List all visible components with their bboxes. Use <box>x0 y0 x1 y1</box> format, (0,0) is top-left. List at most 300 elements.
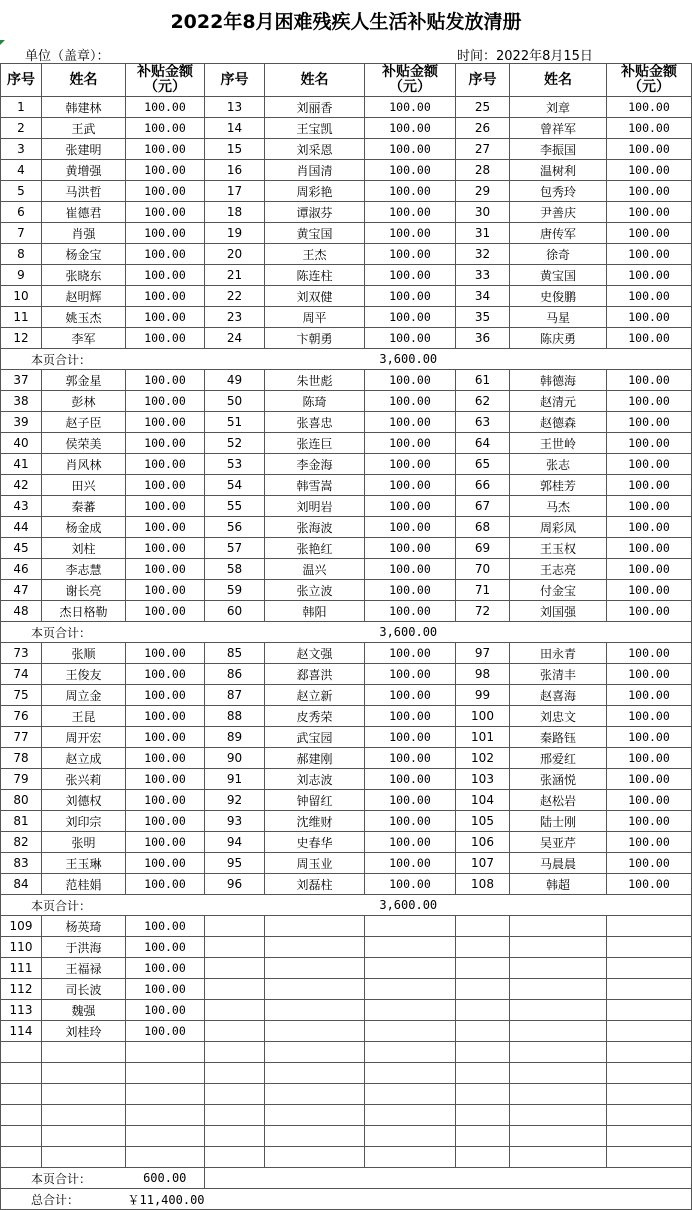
seq-cell: 26 <box>456 118 510 139</box>
seq-cell: 61 <box>456 370 510 391</box>
amount-cell: 100.00 <box>126 727 205 748</box>
empty-cell <box>456 1084 510 1105</box>
empty-cell <box>265 1063 365 1084</box>
table-row <box>1 1147 692 1168</box>
header-seq: 序号 <box>456 64 510 97</box>
seq-cell: 34 <box>456 286 510 307</box>
seq-cell: 6 <box>1 202 42 223</box>
amount-cell: 100.00 <box>365 538 456 559</box>
table-row <box>1 202 692 223</box>
empty-cell <box>1 1042 42 1063</box>
name-cell: 赵清元 <box>510 391 607 412</box>
table-row <box>1 1021 692 1042</box>
name-cell: 谢长亮 <box>42 580 126 601</box>
seq-cell: 1 <box>1 97 42 118</box>
empty-cell <box>607 1084 692 1105</box>
name-cell: 张明 <box>42 832 126 853</box>
header-amount-line2: （元） <box>628 79 670 95</box>
name-cell: 王福禄 <box>42 958 126 979</box>
empty-cell <box>265 1021 365 1042</box>
name-cell: 于洪海 <box>42 937 126 958</box>
empty-cell <box>510 1105 607 1126</box>
amount-cell: 100.00 <box>607 538 692 559</box>
empty-cell <box>42 1084 126 1105</box>
empty-cell <box>365 1063 456 1084</box>
empty-cell <box>205 979 265 1000</box>
amount-cell: 100.00 <box>607 706 692 727</box>
seq-cell: 54 <box>205 475 265 496</box>
table-row <box>1 370 692 391</box>
empty-cell <box>126 1063 205 1084</box>
empty-cell <box>607 1021 692 1042</box>
empty-cell <box>607 1105 692 1126</box>
seq-cell: 47 <box>1 580 42 601</box>
name-cell: 周彩凤 <box>510 517 607 538</box>
amount-cell: 100.00 <box>126 286 205 307</box>
amount-cell: 100.00 <box>126 685 205 706</box>
table-row <box>1 286 692 307</box>
name-cell: 包秀玲 <box>510 181 607 202</box>
name-cell: 张立波 <box>265 580 365 601</box>
name-cell: 赵喜海 <box>510 685 607 706</box>
seq-cell: 39 <box>1 412 42 433</box>
amount-cell: 100.00 <box>126 559 205 580</box>
seq-cell: 35 <box>456 307 510 328</box>
name-cell: 韩雪嵩 <box>265 475 365 496</box>
seq-cell: 69 <box>456 538 510 559</box>
name-cell: 陆士刚 <box>510 811 607 832</box>
amount-cell: 100.00 <box>607 265 692 286</box>
seq-cell: 112 <box>1 979 42 1000</box>
name-cell: 田永青 <box>510 643 607 664</box>
name-cell: 司长波 <box>42 979 126 1000</box>
amount-cell: 100.00 <box>607 202 692 223</box>
amount-cell: 100.00 <box>607 874 692 895</box>
amount-cell: 100.00 <box>607 433 692 454</box>
seq-cell: 106 <box>456 832 510 853</box>
name-cell: 张建明 <box>42 139 126 160</box>
amount-cell: 100.00 <box>607 454 692 475</box>
empty-cell <box>265 1042 365 1063</box>
name-cell: 侯荣美 <box>42 433 126 454</box>
seq-cell: 2 <box>1 118 42 139</box>
empty-cell <box>365 1042 456 1063</box>
empty-cell <box>456 916 510 937</box>
seq-cell: 7 <box>1 223 42 244</box>
amount-cell: 100.00 <box>607 139 692 160</box>
table-row <box>1 1084 692 1105</box>
amount-cell: 100.00 <box>365 643 456 664</box>
table-row <box>1 685 692 706</box>
header-amount-line2: （元） <box>144 79 186 95</box>
table-row <box>1 538 692 559</box>
name-cell: 唐传军 <box>510 223 607 244</box>
empty-cell <box>365 916 456 937</box>
name-cell: 张艳红 <box>265 538 365 559</box>
page-total-value: 3,600.00 <box>126 895 692 916</box>
seq-cell: 82 <box>1 832 42 853</box>
seq-cell: 73 <box>1 643 42 664</box>
table-row <box>1 874 692 895</box>
empty-cell <box>265 1084 365 1105</box>
amount-cell: 100.00 <box>126 538 205 559</box>
seq-cell: 22 <box>205 286 265 307</box>
seq-cell: 78 <box>1 748 42 769</box>
date-label: 时间：2022年8月15日 <box>457 49 593 64</box>
seq-cell: 3 <box>1 139 42 160</box>
empty-cell <box>456 1042 510 1063</box>
page-total-value: 3,600.00 <box>126 349 692 370</box>
amount-cell: 100.00 <box>365 223 456 244</box>
amount-cell: 100.00 <box>126 580 205 601</box>
amount-cell: 100.00 <box>126 853 205 874</box>
empty-cell <box>510 1021 607 1042</box>
name-cell: 温树利 <box>510 160 607 181</box>
amount-cell: 100.00 <box>126 1000 205 1021</box>
empty-cell <box>456 1105 510 1126</box>
amount-cell: 100.00 <box>365 874 456 895</box>
amount-cell: 100.00 <box>607 370 692 391</box>
amount-cell: 100.00 <box>126 832 205 853</box>
amount-cell: 100.00 <box>126 916 205 937</box>
name-cell: 黄增强 <box>42 160 126 181</box>
amount-cell: 100.00 <box>126 118 205 139</box>
seq-cell: 114 <box>1 1021 42 1042</box>
table-row <box>1 580 692 601</box>
roster-body <box>1 64 692 1210</box>
amount-cell: 100.00 <box>607 181 692 202</box>
table-row <box>1 139 692 160</box>
empty-cell <box>510 1063 607 1084</box>
seq-cell: 24 <box>205 328 265 349</box>
name-cell: 张顺 <box>42 643 126 664</box>
empty-cell <box>205 1042 265 1063</box>
empty-cell <box>365 1147 456 1168</box>
name-cell: 刘忠文 <box>510 706 607 727</box>
empty-cell <box>510 958 607 979</box>
seq-cell: 30 <box>456 202 510 223</box>
name-cell: 张连巨 <box>265 433 365 454</box>
seq-cell: 109 <box>1 916 42 937</box>
name-cell: 周开宏 <box>42 727 126 748</box>
seq-cell: 52 <box>205 433 265 454</box>
page-total-value: 3,600.00 <box>126 622 692 643</box>
grand-total-row <box>1 1189 692 1210</box>
seq-cell: 60 <box>205 601 265 622</box>
grand-total-value: ￥11,400.00 <box>126 1189 692 1210</box>
empty-cell <box>456 958 510 979</box>
amount-cell: 100.00 <box>126 475 205 496</box>
empty-cell <box>365 1126 456 1147</box>
empty-cell <box>42 1042 126 1063</box>
seq-cell: 64 <box>456 433 510 454</box>
name-cell: 杨英琦 <box>42 916 126 937</box>
amount-cell: 100.00 <box>126 496 205 517</box>
name-cell: 陈琦 <box>265 391 365 412</box>
amount-cell: 100.00 <box>365 454 456 475</box>
amount-cell: 100.00 <box>365 307 456 328</box>
name-cell: 张清丰 <box>510 664 607 685</box>
name-cell: 王杰 <box>265 244 365 265</box>
empty-cell <box>365 958 456 979</box>
amount-cell: 100.00 <box>607 811 692 832</box>
seq-cell: 66 <box>456 475 510 496</box>
table-row <box>1 706 692 727</box>
amount-cell: 100.00 <box>126 517 205 538</box>
empty-cell <box>126 1147 205 1168</box>
seq-cell: 17 <box>205 181 265 202</box>
seq-cell: 58 <box>205 559 265 580</box>
table-row <box>1 181 692 202</box>
name-cell: 郝建刚 <box>265 748 365 769</box>
empty-cell <box>456 1000 510 1021</box>
empty-cell <box>126 1126 205 1147</box>
amount-cell: 100.00 <box>365 853 456 874</box>
amount-cell: 100.00 <box>365 664 456 685</box>
name-cell: 张晓东 <box>42 265 126 286</box>
amount-cell: 100.00 <box>607 664 692 685</box>
amount-cell: 100.00 <box>126 979 205 1000</box>
name-cell: 杰日格勒 <box>42 601 126 622</box>
name-cell: 黄宝国 <box>510 265 607 286</box>
seq-cell: 20 <box>205 244 265 265</box>
seq-cell: 99 <box>456 685 510 706</box>
amount-cell: 100.00 <box>365 118 456 139</box>
name-cell: 王世岭 <box>510 433 607 454</box>
amount-cell: 100.00 <box>126 937 205 958</box>
empty-cell <box>205 1021 265 1042</box>
amount-cell: 100.00 <box>607 643 692 664</box>
empty-cell <box>365 1084 456 1105</box>
amount-cell: 100.00 <box>126 769 205 790</box>
amount-cell: 100.00 <box>365 601 456 622</box>
page-total-label: 本页合计： <box>1 622 126 643</box>
empty-cell <box>1 1105 42 1126</box>
empty-cell <box>205 1105 265 1126</box>
name-cell: 徐奇 <box>510 244 607 265</box>
name-cell: 邢爱红 <box>510 748 607 769</box>
amount-cell: 100.00 <box>365 370 456 391</box>
amount-cell: 100.00 <box>607 685 692 706</box>
name-cell: 王俊友 <box>42 664 126 685</box>
seq-cell: 18 <box>205 202 265 223</box>
empty-cell <box>607 1063 692 1084</box>
amount-cell: 100.00 <box>365 139 456 160</box>
amount-cell: 100.00 <box>365 769 456 790</box>
name-cell: 周玉业 <box>265 853 365 874</box>
table-row <box>1 832 692 853</box>
empty-cell <box>365 979 456 1000</box>
seq-cell: 96 <box>205 874 265 895</box>
seq-cell: 92 <box>205 790 265 811</box>
table-row <box>1 811 692 832</box>
empty-cell <box>42 1126 126 1147</box>
seq-cell: 45 <box>1 538 42 559</box>
name-cell: 赵德森 <box>510 412 607 433</box>
name-cell: 朱世彪 <box>265 370 365 391</box>
name-cell: 张涵悦 <box>510 769 607 790</box>
name-cell: 肖国清 <box>265 160 365 181</box>
seq-cell: 100 <box>456 706 510 727</box>
table-row <box>1 223 692 244</box>
seq-cell: 87 <box>205 685 265 706</box>
seq-cell: 43 <box>1 496 42 517</box>
amount-cell: 100.00 <box>607 769 692 790</box>
amount-cell: 100.00 <box>607 328 692 349</box>
name-cell: 尹善庆 <box>510 202 607 223</box>
subsidy-roster-table <box>0 63 692 1210</box>
seq-cell: 93 <box>205 811 265 832</box>
empty-cell <box>365 1000 456 1021</box>
amount-cell: 100.00 <box>126 202 205 223</box>
seq-cell: 27 <box>456 139 510 160</box>
amount-cell: 100.00 <box>365 475 456 496</box>
name-cell: 刘双健 <box>265 286 365 307</box>
empty-cell <box>607 1042 692 1063</box>
seq-cell: 10 <box>1 286 42 307</box>
seq-cell: 36 <box>456 328 510 349</box>
table-row <box>1 454 692 475</box>
empty-cell <box>205 958 265 979</box>
seq-cell: 80 <box>1 790 42 811</box>
name-cell: 张喜忠 <box>265 412 365 433</box>
empty-cell <box>510 979 607 1000</box>
seq-cell: 110 <box>1 937 42 958</box>
name-cell: 刘磊柱 <box>265 874 365 895</box>
name-cell: 赵松岩 <box>510 790 607 811</box>
header-seq: 序号 <box>205 64 265 97</box>
name-cell: 韩建林 <box>42 97 126 118</box>
seq-cell: 84 <box>1 874 42 895</box>
empty-cell <box>205 1126 265 1147</box>
empty-cell <box>265 916 365 937</box>
table-row <box>1 160 692 181</box>
seq-cell: 49 <box>205 370 265 391</box>
amount-cell: 100.00 <box>365 832 456 853</box>
seq-cell: 44 <box>1 517 42 538</box>
amount-cell: 100.00 <box>126 643 205 664</box>
seq-cell: 56 <box>205 517 265 538</box>
amount-cell: 100.00 <box>365 244 456 265</box>
amount-cell: 100.00 <box>607 223 692 244</box>
amount-cell: 100.00 <box>365 517 456 538</box>
seq-cell: 12 <box>1 328 42 349</box>
name-cell: 彭林 <box>42 391 126 412</box>
name-cell: 李金海 <box>265 454 365 475</box>
seq-cell: 97 <box>456 643 510 664</box>
name-cell: 刘柱 <box>42 538 126 559</box>
page-total-row <box>1 895 692 916</box>
seq-cell: 59 <box>205 580 265 601</box>
name-cell: 韩超 <box>510 874 607 895</box>
header-name: 姓名 <box>42 64 126 97</box>
empty-cell <box>42 1105 126 1126</box>
amount-cell: 100.00 <box>126 244 205 265</box>
name-cell: 秦路钰 <box>510 727 607 748</box>
name-cell: 魏强 <box>42 1000 126 1021</box>
name-cell: 张兴莉 <box>42 769 126 790</box>
amount-cell: 100.00 <box>126 601 205 622</box>
amount-cell: 100.00 <box>607 601 692 622</box>
name-cell: 郭金星 <box>42 370 126 391</box>
empty-cell <box>265 937 365 958</box>
table-row <box>1 433 692 454</box>
name-cell: 马洪哲 <box>42 181 126 202</box>
amount-cell: 100.00 <box>365 559 456 580</box>
seq-cell: 70 <box>456 559 510 580</box>
amount-cell: 100.00 <box>126 790 205 811</box>
header-seq: 序号 <box>1 64 42 97</box>
seq-cell: 13 <box>205 97 265 118</box>
table-row <box>1 118 692 139</box>
name-cell: 刘丽香 <box>265 97 365 118</box>
seq-cell: 89 <box>205 727 265 748</box>
name-cell: 温兴 <box>265 559 365 580</box>
seq-cell: 9 <box>1 265 42 286</box>
name-cell: 付金宝 <box>510 580 607 601</box>
seq-cell: 4 <box>1 160 42 181</box>
empty-cell <box>205 937 265 958</box>
seq-cell: 15 <box>205 139 265 160</box>
name-cell: 皮秀荣 <box>265 706 365 727</box>
amount-cell: 100.00 <box>126 139 205 160</box>
seq-cell: 91 <box>205 769 265 790</box>
seq-cell: 16 <box>205 160 265 181</box>
name-cell: 张海波 <box>265 517 365 538</box>
empty-cell <box>607 1147 692 1168</box>
name-cell: 马晨晨 <box>510 853 607 874</box>
seq-cell: 83 <box>1 853 42 874</box>
amount-cell: 100.00 <box>607 475 692 496</box>
seq-cell: 75 <box>1 685 42 706</box>
table-row <box>1 790 692 811</box>
seq-cell: 55 <box>205 496 265 517</box>
amount-cell: 100.00 <box>126 874 205 895</box>
seq-cell: 90 <box>205 748 265 769</box>
table-row <box>1 307 692 328</box>
name-cell: 郭桂芳 <box>510 475 607 496</box>
empty-cell <box>1 1063 42 1084</box>
seq-cell: 33 <box>456 265 510 286</box>
seq-cell: 76 <box>1 706 42 727</box>
unit-stamp-label: 单位（盖章）： <box>25 49 110 64</box>
seq-cell: 113 <box>1 1000 42 1021</box>
seq-cell: 98 <box>456 664 510 685</box>
seq-cell: 63 <box>456 412 510 433</box>
empty-cell <box>126 1105 205 1126</box>
name-cell: 李军 <box>42 328 126 349</box>
amount-cell: 100.00 <box>126 223 205 244</box>
seq-cell: 105 <box>456 811 510 832</box>
seq-cell: 5 <box>1 181 42 202</box>
amount-cell: 100.00 <box>607 412 692 433</box>
table-row <box>1 496 692 517</box>
name-cell: 刘国强 <box>510 601 607 622</box>
seq-cell: 14 <box>205 118 265 139</box>
seq-cell: 57 <box>205 538 265 559</box>
seq-cell: 37 <box>1 370 42 391</box>
name-cell: 陈庆勇 <box>510 328 607 349</box>
empty-cell <box>456 1147 510 1168</box>
amount-cell: 100.00 <box>365 328 456 349</box>
seq-cell: 46 <box>1 559 42 580</box>
seq-cell: 50 <box>205 391 265 412</box>
name-cell: 刘桂玲 <box>42 1021 126 1042</box>
amount-cell: 100.00 <box>365 748 456 769</box>
name-cell: 卞朝勇 <box>265 328 365 349</box>
name-cell: 刘采恩 <box>265 139 365 160</box>
amount-cell: 100.00 <box>126 706 205 727</box>
